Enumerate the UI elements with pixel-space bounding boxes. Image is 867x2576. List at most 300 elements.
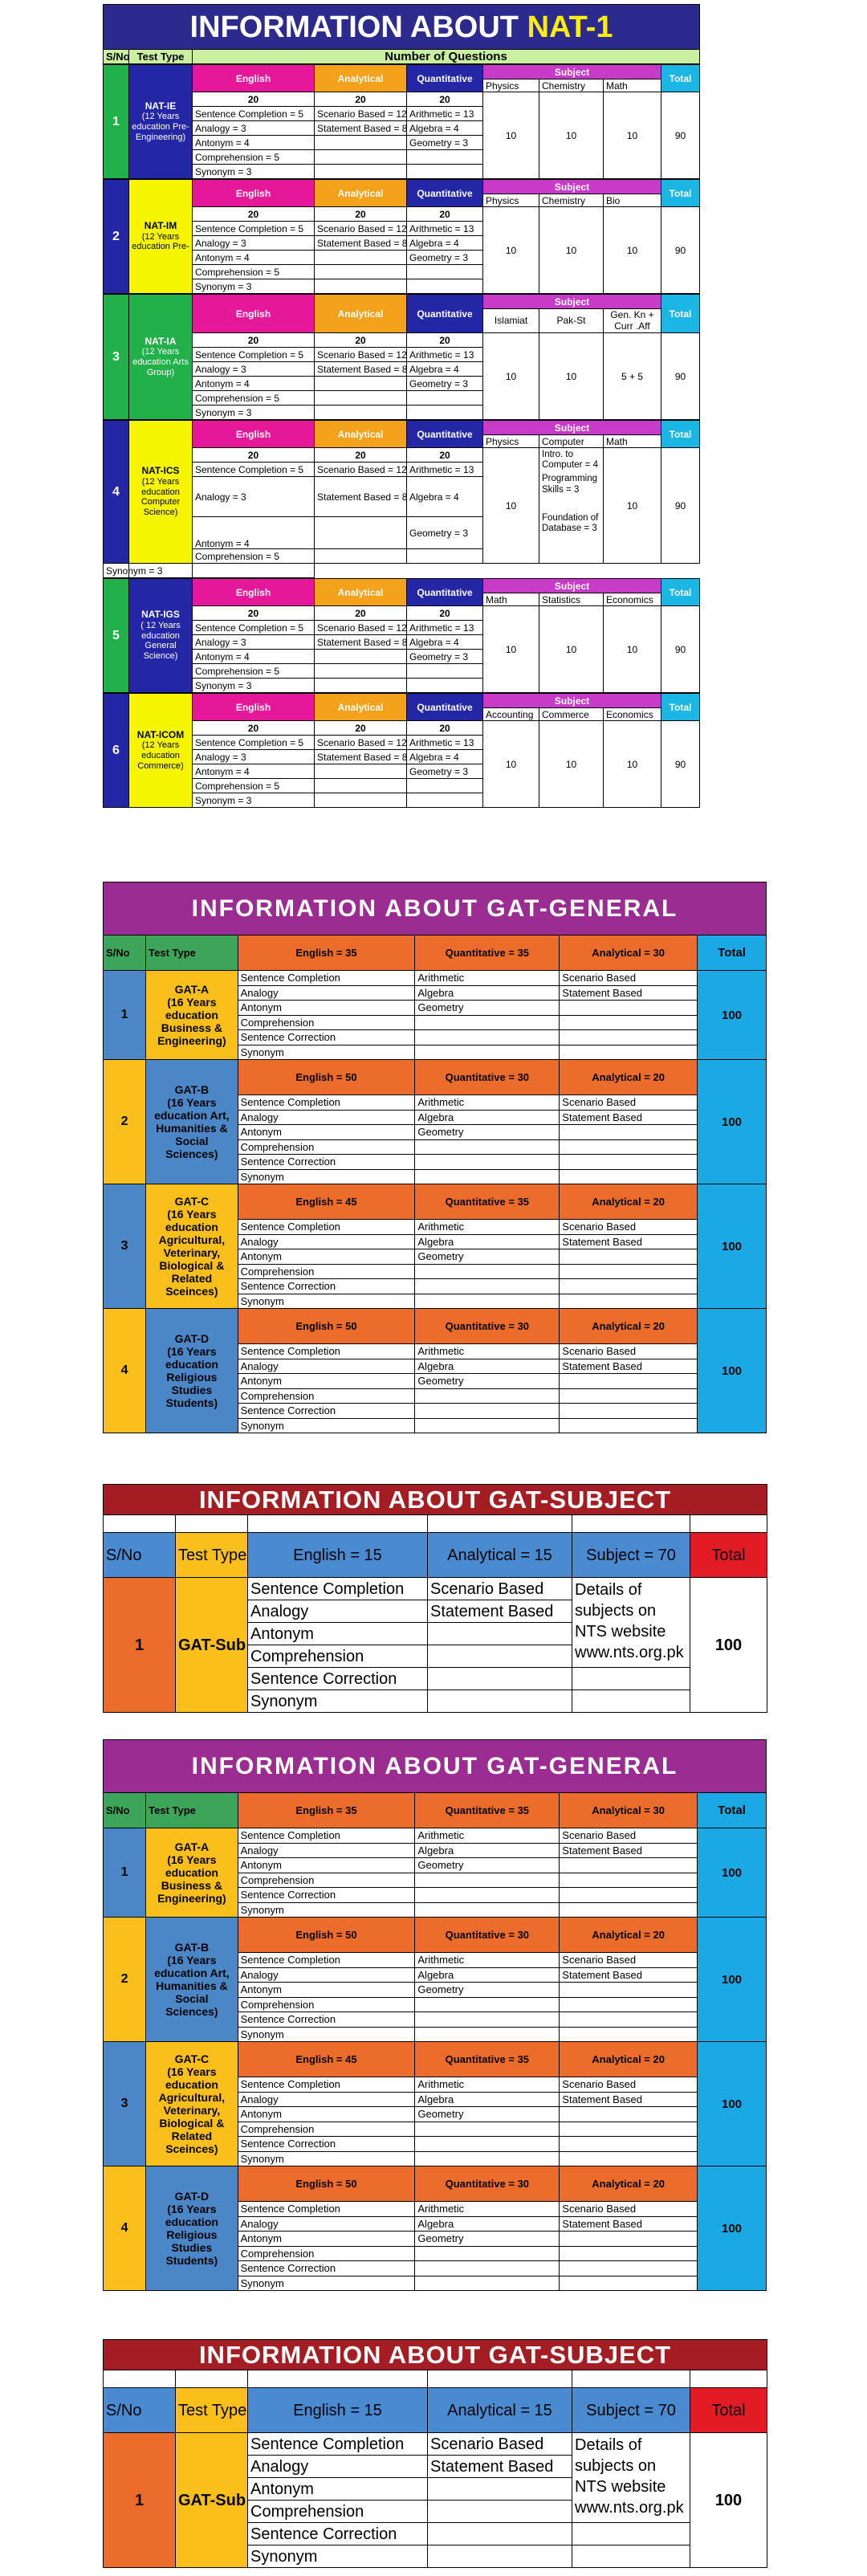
gat-quant-item [415, 1418, 560, 1433]
gat-subject-spacer [176, 2370, 248, 2388]
gat-english-item: Analogy [238, 1234, 415, 1249]
gat-quant-item [415, 2027, 560, 2042]
nat-analytical-header: Analytical [315, 295, 407, 333]
nat-subject-value: 10 [604, 721, 661, 808]
gat-subject-title: INFORMATION ABOUT GAT-SUBJECT [104, 1485, 767, 1515]
gat-english-item: Comprehension [238, 2122, 415, 2137]
gat-quant-item: Algebra [415, 1359, 560, 1374]
gat-analytical-item [560, 1155, 698, 1170]
nat-quant-item [407, 793, 483, 808]
gat-analytical-item [560, 2137, 698, 2152]
nat-subject-name: Computer [539, 435, 604, 448]
nat-english-item: Antonym = 4 [193, 136, 315, 150]
nat-quant-item: Algebra = 4 [407, 750, 483, 764]
nat-english-item: Sentence Completion = 5 [193, 222, 315, 236]
gat-test-type [146, 971, 238, 1060]
nat-quant-item: Arithmetic = 13 [407, 107, 483, 121]
gat-quant-item [415, 2012, 560, 2028]
nat-col-sno: S/No [104, 50, 129, 64]
nat-english-header: English [193, 180, 315, 207]
nat-analytical-item: Statement Based = 8 [315, 477, 407, 517]
gat-quant-item: Geometry [415, 2107, 560, 2122]
gat-quant-header: Quantitative = 30 [415, 1918, 560, 1953]
nat-analytical-item [315, 664, 407, 679]
nat-subject-value: 10 [604, 606, 661, 693]
nat-english-item: Antonym = 4 [193, 517, 315, 549]
gat-quant-item [415, 1155, 560, 1170]
gat-test-name: GAT-A [174, 982, 210, 996]
nat-subject-value: 10 [604, 207, 661, 294]
gat-quant-item: Arithmetic [415, 1344, 560, 1359]
nat-count: 20 [193, 207, 315, 222]
gat-english-item: Antonym [238, 2107, 415, 2122]
nat-english-item: Synonym = 3 [193, 165, 315, 179]
gat-total-value: 100 [698, 971, 767, 1060]
nat-quant-header: Quantitative [407, 694, 483, 721]
gat-quant-header: Quantitative = 35 [415, 935, 560, 971]
nat-english-item: Analogy = 3 [193, 635, 315, 650]
gat-subject-total-value: 100 [690, 2433, 767, 2568]
gat-english-item: Analogy [238, 1843, 415, 1858]
nat-english-item: Sentence Completion = 5 [193, 107, 315, 121]
gat-english-item: Comprehension [238, 1139, 415, 1155]
gat-analytical-header: Analytical = 20 [560, 1060, 698, 1095]
nat-quant-item: Geometry = 3 [407, 377, 483, 391]
gat-subject-col-sno: S/No [104, 2388, 176, 2433]
gat-english-item: Synonym [238, 2151, 415, 2166]
nat-count: 20 [193, 721, 315, 736]
nat-english-header: English [193, 421, 315, 448]
gat-analytical-item [560, 1015, 698, 1030]
gat-subject-english-item: Sentence Completion [248, 2433, 428, 2456]
nat-english-item: Antonym = 4 [193, 650, 315, 664]
gat-subject-english-item: Synonym [248, 2545, 428, 2568]
nat-sno: 6 [104, 694, 129, 808]
gat-analytical-item: Scenario Based [560, 1095, 698, 1111]
nat-subject-name: Commerce [539, 708, 604, 721]
gat-test-type [146, 1184, 238, 1309]
gat-subject-analytical-item [428, 1623, 572, 1645]
nat-sno: 4 [104, 421, 129, 564]
nat-test-desc: (12 Years education Commerce) [137, 740, 184, 771]
nat-quant-header: Quantitative [407, 180, 483, 207]
gat-analytical-item [560, 2122, 698, 2137]
gat-english-item: Sentence Completion [238, 2077, 415, 2093]
nat-count: 20 [407, 606, 483, 621]
nat-count: 20 [193, 606, 315, 621]
gat-subject-empty [572, 2545, 690, 2568]
nat-subject-name: Math [604, 79, 661, 92]
nat-quant-header: Quantitative [407, 579, 483, 606]
gat-quant-item [415, 2261, 560, 2276]
gat-subject-section-1 [103, 1484, 767, 1713]
gat-general-section-1 [103, 882, 767, 1433]
nat-col-questions: Number of Questions [193, 50, 700, 64]
nat-english-item: Comprehension = 5 [193, 265, 315, 279]
gat-quant-item: Arithmetic [415, 2202, 560, 2217]
nat-subject-value: 10 [483, 606, 539, 693]
nat-analytical-item: Scenario Based = 12 [315, 463, 407, 477]
gat-quant-header: Quantitative = 30 [415, 1060, 560, 1095]
nat-count: 20 [407, 92, 483, 107]
gat-total-value: 100 [698, 2042, 767, 2166]
gat-total-header: Total [698, 1793, 767, 1828]
nat-analytical-item [315, 391, 407, 406]
gat-test-desc: (16 Years education Religious Studies Students) [165, 2202, 218, 2268]
nat-quant-item [407, 391, 483, 406]
gat-analytical-item: Scenario Based [560, 1220, 698, 1235]
nat-subject-value: 10 [483, 721, 539, 808]
nat-english-item: Sentence Completion = 5 [193, 463, 315, 477]
nat-analytical-item [315, 279, 407, 294]
nat-subject-name: Economics [604, 708, 661, 721]
nat-count: 20 [193, 92, 315, 107]
nat-analytical-item [315, 517, 407, 549]
gat-quant-item [415, 1030, 560, 1045]
gat-quant-item: Arithmetic [415, 2077, 560, 2093]
nat-count: 20 [315, 207, 407, 222]
gat-english-header: English = 50 [238, 1060, 415, 1095]
gat-english-item: Analogy [238, 1110, 415, 1125]
gat-test-desc: (16 Years education Art, Humanities & Social Sciences) [154, 1095, 230, 1161]
gat-subject-english-item: Analogy [248, 1600, 428, 1623]
gat-subject-english-item: Antonym [248, 1623, 428, 1645]
nat-quant-item: Geometry = 3 [407, 136, 483, 150]
nat-sno: 3 [104, 295, 129, 420]
nat-test-desc: (12 Years education Pre-Engineering) [132, 112, 189, 142]
gat-subject-analytical-header: Analytical = 15 [428, 2388, 572, 2433]
nat-english-item: Antonym = 4 [193, 764, 315, 779]
gat-sno: 4 [104, 1309, 146, 1433]
gat-sno: 3 [104, 2042, 146, 2166]
gat-test-desc: (16 Years education Agricultural, Veterinary, Biological & Related Sceinces) [158, 1207, 226, 1298]
gat-english-item: Sentence Completion [238, 2202, 415, 2217]
nat-analytical-item [315, 779, 407, 793]
nat-analytical-header: Analytical [315, 65, 407, 92]
gat-quant-header: Quantitative = 35 [415, 1793, 560, 1828]
gat-analytical-item: Statement Based [560, 985, 698, 1001]
gat-english-item: Antonym [238, 1125, 415, 1140]
gat-analytical-header: Analytical = 20 [560, 2042, 698, 2077]
nat-block [103, 294, 700, 420]
gat-subject-english-item: Sentence Completion [248, 1578, 428, 1600]
gat-english-item: Sentence Correction [238, 1404, 415, 1419]
gat-english-item: Comprehension [238, 1388, 415, 1404]
gat-english-item: Comprehension [238, 1873, 415, 1888]
gat-subject-english-item: Analogy [248, 2456, 428, 2478]
nat-quant-item: Algebra = 4 [407, 121, 483, 136]
nat-quant-item [407, 549, 483, 564]
gat-subject-sno: 1 [104, 1578, 176, 1713]
gat-test-type [146, 1309, 238, 1433]
gat-quant-item [415, 1045, 560, 1060]
gat-test-type [146, 1918, 238, 2042]
gat-analytical-item [560, 1139, 698, 1155]
gat-english-header: English = 50 [238, 1918, 415, 1953]
gat-english-item: Analogy [238, 1967, 415, 1983]
gat-test-type [146, 1060, 238, 1184]
gat-quant-item: Algebra [415, 1843, 560, 1858]
nat-english-item: Comprehension = 5 [193, 664, 315, 679]
nat-quant-item: Algebra = 4 [407, 635, 483, 650]
gat-analytical-item: Scenario Based [560, 2077, 698, 2093]
gat-quant-item [415, 2276, 560, 2291]
gat-analytical-item: Statement Based [560, 2216, 698, 2232]
gat-subject-english-header: English = 15 [248, 1533, 428, 1578]
gat-english-item: Sentence Correction [238, 2012, 415, 2028]
gat-subject-english-item: Sentence Correction [248, 2523, 428, 2545]
gat-test-type [146, 2166, 238, 2291]
nat-analytical-item: Scenario Based = 12 [315, 222, 407, 236]
nat-english-item: Synonym = 3 [193, 406, 315, 420]
nat-total-value: 90 [661, 606, 700, 693]
gat-quant-item: Arithmetic [415, 1828, 560, 1844]
gat-analytical-item [560, 1169, 698, 1184]
gat-analytical-item [560, 2151, 698, 2166]
gat-subject-title: INFORMATION ABOUT GAT-SUBJECT [104, 2340, 767, 2370]
gat-quant-item: Algebra [415, 2092, 560, 2107]
gat-subject-subject-header: Subject = 70 [572, 1533, 690, 1578]
nat-english-item: Sentence Completion = 5 [193, 348, 315, 362]
nat-subject-value: 10 [539, 721, 604, 808]
nat-analytical-item [315, 265, 407, 279]
gat-analytical-item [560, 1030, 698, 1045]
gat-analytical-item: Statement Based [560, 1843, 698, 1858]
gat-sno: 2 [104, 1060, 146, 1184]
gat-test-type [146, 1828, 238, 1918]
gat-quant-item: Arithmetic [415, 1095, 560, 1111]
gat-quant-item [415, 1139, 560, 1155]
gat-test-name: GAT-D [174, 2189, 210, 2203]
nat-subject-value: 5 + 5 [604, 333, 661, 420]
nat-block [103, 578, 700, 693]
gat-col-test: Test Type [146, 1793, 238, 1828]
gat-english-item: Sentence Completion [238, 1953, 415, 1968]
nat-quant-item [407, 679, 483, 693]
gat-subject-detail: Details of subjects on NTS website www.nts.org.pk [572, 1578, 690, 1668]
gat-sno: 2 [104, 1918, 146, 2042]
gat-general-section-2 [103, 1739, 767, 2291]
gat-quant-header: Quantitative = 35 [415, 1184, 560, 1220]
gat-quant-item: Algebra [415, 1110, 560, 1125]
gat-test-name: GAT-C [174, 2052, 210, 2065]
gat-analytical-item [560, 1888, 698, 1903]
gat-analytical-header: Analytical = 30 [560, 1793, 698, 1828]
gat-test-name: GAT-A [174, 1840, 210, 1853]
nat-test-type [129, 421, 193, 564]
nat-col-test: Test Type [129, 50, 193, 64]
nat-quant-item: Algebra = 4 [407, 362, 483, 377]
nat-subject-name: Physics [483, 79, 539, 92]
nat-quant-item: Geometry = 3 [407, 251, 483, 265]
gat-quant-item [415, 1294, 560, 1309]
gat-english-item: Antonym [238, 2232, 415, 2247]
nat-test-type [129, 65, 193, 179]
nat-quant-item [407, 664, 483, 679]
gat-subject-english-item: Comprehension [248, 1645, 428, 1668]
gat-analytical-item: Statement Based [560, 2092, 698, 2107]
gat-analytical-item [560, 2027, 698, 2042]
nat-quant-item [407, 779, 483, 793]
nat-english-item: Sentence Completion = 5 [193, 736, 315, 750]
gat-table [103, 1739, 767, 2291]
gat-subject-analytical-item: Scenario Based [428, 2433, 572, 2456]
gat-analytical-item: Scenario Based [560, 971, 698, 986]
gat-english-item: Sentence Correction [238, 2137, 415, 2152]
gat-analytical-item [560, 1045, 698, 1060]
gat-analytical-item [560, 1902, 698, 1918]
gat-analytical-item: Statement Based [560, 1967, 698, 1983]
gat-subject-analytical-item [428, 1645, 572, 1668]
gat-english-item: Sentence Completion [238, 1220, 415, 1235]
nat-subject-name: Economics [604, 593, 661, 606]
gat-sno: 3 [104, 1184, 146, 1309]
gat-quant-item [415, 1404, 560, 1419]
gat-subject-analytical-item [428, 1690, 572, 1713]
nat-subject-name: Pak-St [539, 309, 604, 333]
nat-analytical-item [315, 764, 407, 779]
gat-english-item: Synonym [238, 1418, 415, 1433]
gat-quant-item: Algebra [415, 985, 560, 1001]
nat-quant-item: Arithmetic = 13 [407, 348, 483, 362]
nat-english-item: Analogy = 3 [193, 750, 315, 764]
gat-english-item: Antonym [238, 1858, 415, 1873]
gat-test-desc: (16 Years education Religious Studies Students) [165, 1344, 218, 1410]
gat-subject-table [103, 2339, 767, 2568]
nat-total-header: Total [661, 180, 700, 207]
gat-analytical-item [560, 2276, 698, 2291]
gat-english-item: Antonym [238, 1001, 415, 1016]
gat-quant-header: Quantitative = 35 [415, 2042, 560, 2077]
gat-english-item: Synonym [238, 2276, 415, 2291]
gat-english-item: Analogy [238, 2216, 415, 2232]
nat-analytical-item [315, 679, 407, 693]
gat-analytical-item: Scenario Based [560, 1828, 698, 1844]
gat-quant-header: Quantitative = 30 [415, 1309, 560, 1344]
nat-subject-value: 10 [483, 333, 539, 420]
gat-analytical-header: Analytical = 30 [560, 935, 698, 971]
nat-subject-value: 10 [539, 333, 604, 420]
nat-test-name: NAT-IM [144, 219, 177, 231]
nat-quant-item [407, 165, 483, 179]
gat-subject-table [103, 1484, 767, 1713]
nat-analytical-item [315, 136, 407, 150]
gat-subject-english-item: Sentence Correction [248, 1668, 428, 1690]
nat-total-header: Total [661, 65, 700, 92]
nat-table [103, 4, 700, 64]
gat-subject-test-name: GAT-Sub [176, 2433, 248, 2568]
gat-subject-spacer [104, 2370, 176, 2388]
gat-quant-item: Arithmetic [415, 1953, 560, 1968]
nat-subject-header: Subject [483, 180, 661, 194]
nat-total-value: 90 [661, 207, 700, 294]
nat-count: 20 [315, 333, 407, 348]
gat-english-header: English = 35 [238, 1793, 415, 1828]
gat-english-header: English = 45 [238, 2042, 415, 2077]
nat-count: 20 [407, 448, 483, 463]
nat-analytical-item [315, 251, 407, 265]
gat-quant-item: Arithmetic [415, 971, 560, 986]
nat-subject-header: Subject [483, 579, 661, 593]
nat-subject-header: Subject [483, 295, 661, 309]
gat-analytical-item [560, 1404, 698, 1419]
gat-quant-item: Geometry [415, 2232, 560, 2247]
gat-english-header: English = 45 [238, 1184, 415, 1220]
nat-sno: 5 [104, 579, 129, 693]
nat-blocks [103, 64, 699, 808]
nat-english-item: Synonym = 3 [193, 793, 315, 808]
gat-subject-col-test: Test Type [176, 1533, 248, 1578]
gat-subject-analytical-item [428, 2501, 572, 2523]
gat-english-item: Sentence Correction [238, 2261, 415, 2276]
gat-subject-spacer [428, 2370, 572, 2388]
nat-english-item: Analogy = 3 [193, 477, 315, 517]
gat-analytical-item [560, 1264, 698, 1279]
nat-quant-header: Quantitative [407, 421, 483, 448]
gat-quant-item [415, 1169, 560, 1184]
gat-analytical-item [560, 2261, 698, 2276]
nat-quant-item [407, 279, 483, 294]
gat-subject-spacer [572, 1515, 690, 1533]
gat-analytical-item: Scenario Based [560, 1344, 698, 1359]
nat-analytical-item: Statement Based = 8 [315, 750, 407, 764]
nat-analytical-item: Scenario Based = 12 [315, 107, 407, 121]
nat-count: 20 [315, 721, 407, 736]
nat-analytical-header: Analytical [315, 694, 407, 721]
gat-analytical-item: Scenario Based [560, 1953, 698, 1968]
gat-subject-analytical-item [428, 2523, 572, 2545]
nat-test-desc: (12 Years education Arts Group) [132, 347, 189, 377]
gat-quant-item [415, 2122, 560, 2137]
gat-english-item: Comprehension [238, 2246, 415, 2261]
nat-test-desc: (12 Years education Computer Science) [140, 477, 181, 518]
gat-subject-english-item: Synonym [248, 1690, 428, 1713]
nat-analytical-header: Analytical [315, 180, 407, 207]
gat-english-item: Analogy [238, 985, 415, 1001]
nat-english-item: Synonym = 3 [193, 279, 315, 294]
nat-english-item: Analogy = 3 [193, 362, 315, 377]
gat-quant-item: Algebra [415, 2216, 560, 2232]
nat-total-value: 90 [661, 92, 700, 179]
nat-subject-name: Islamiat [483, 309, 539, 333]
nat-subject-name: Statistics [539, 593, 604, 606]
gat-quant-item: Geometry [415, 1249, 560, 1265]
nat-analytical-item: Statement Based = 8 [315, 362, 407, 377]
nat-test-desc: (12 Years education Pre- [132, 231, 189, 252]
nat-analytical-item [315, 377, 407, 391]
gat-quant-item: Geometry [415, 1125, 560, 1140]
nat-subject-header: Subject [483, 421, 661, 435]
nat-test-desc: ( 12 Years education General Science) [140, 621, 181, 662]
nat-subject-value: 10 [483, 92, 539, 179]
nat-total-value: 90 [661, 448, 700, 564]
gat-english-item: Synonym [238, 1169, 415, 1184]
nat-quant-item: Geometry = 3 [407, 764, 483, 779]
gat-quant-item [415, 1279, 560, 1294]
nat-english-header: English [193, 694, 315, 721]
gat-subject-analytical-item: Statement Based [428, 1600, 572, 1623]
nat-analytical-item: Statement Based = 8 [315, 236, 407, 251]
nat-sno: 2 [104, 180, 129, 294]
gat-subject-analytical-item: Statement Based [428, 2456, 572, 2478]
gat-subject-english-item: Antonym [248, 2478, 428, 2501]
gat-subject-spacer [690, 2370, 767, 2388]
nat-english-header: English [193, 579, 315, 606]
gat-subject-total-header: Total [690, 2388, 767, 2433]
nat-quant-item: Arithmetic = 13 [407, 621, 483, 635]
nat-subject-name: Chemistry [539, 194, 604, 207]
nat-quant-header: Quantitative [407, 65, 483, 92]
